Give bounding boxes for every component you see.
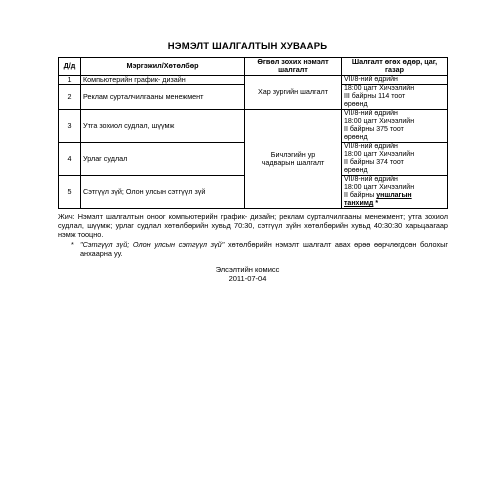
header-exam-type: Өгвөл зохих нэмэлт шалгалт bbox=[245, 58, 342, 76]
exam-type-text: Бичлэгийн ур bbox=[270, 149, 316, 159]
row-time-place bbox=[342, 176, 448, 209]
exam-type-cell bbox=[245, 110, 342, 209]
place-line bbox=[344, 200, 445, 208]
place-line: VII/8-ний өдрийн bbox=[344, 76, 398, 84]
row-major: Сэтгүүл зүй; Олон улсын сэтгүүл зүй bbox=[81, 176, 245, 209]
note-paragraph: Жич: Нэмэлт шалгалтын оноог компьютерийн график- дизайн; реклам сурталчилгааны менежмент; утга зохиол судлал, шүүмж; урлаг судлал хөтөлбөрийн хувьд 70:30, сэтгүүл зүйн хөтөлбөрийн хувьд 40:30:30 харьцаагаар нэмж тооцно. bbox=[58, 212, 448, 240]
exam-type-text: Хар зургийн шалгалт bbox=[257, 87, 329, 97]
place-line: VII/8-ний өдрийн bbox=[344, 143, 398, 151]
row-num: 4 bbox=[59, 143, 81, 176]
place-line: II байрны 375 тоот bbox=[344, 126, 404, 134]
place-line: III байрны 114 тоот bbox=[344, 93, 406, 101]
place-line: 18:00 цагт Хичээлийн bbox=[344, 151, 415, 159]
place-line: VII/8-ний өдрийн bbox=[344, 176, 398, 184]
row-num: 2 bbox=[59, 85, 81, 110]
row-time-place bbox=[342, 75, 448, 84]
header-major: Мэргэжил/Хөтөлбөр bbox=[81, 58, 245, 76]
row-time-place bbox=[342, 110, 448, 143]
row-num: 5 bbox=[59, 176, 81, 209]
bullet-marker: * bbox=[71, 240, 74, 249]
header-time-place: Шалгалт өгөх өдөр, цаг, газар bbox=[342, 58, 448, 76]
row-major: Компьютерийн график- дизайн bbox=[81, 75, 245, 84]
place-line: 18:00 цагт Хичээлийн bbox=[344, 118, 415, 126]
place-line: 18:00 цагт Хичээлийн bbox=[344, 184, 415, 192]
asterisk-mark: * bbox=[373, 200, 379, 208]
row-num: 1 bbox=[59, 75, 81, 84]
row-num: 3 bbox=[59, 110, 81, 143]
page-title: НЭМЭЛТ ШАЛГАЛТЫН ХУВААРЬ bbox=[167, 41, 328, 52]
table-row bbox=[59, 110, 448, 143]
place-line: өрөөнд bbox=[344, 134, 368, 142]
place-text: II байрны bbox=[344, 192, 377, 200]
row-time-place bbox=[342, 85, 448, 110]
place-line: VII/8-ний өдрийн bbox=[344, 110, 398, 118]
place-line: II байрны 374 тоот bbox=[344, 159, 404, 167]
row-major: Реклам сурталчилгааны менежмент bbox=[81, 85, 245, 110]
schedule-table bbox=[58, 57, 448, 209]
bullet-note bbox=[71, 240, 448, 259]
place-emphasis: уншлагын bbox=[376, 192, 412, 200]
place-emphasis: танхимд bbox=[344, 200, 374, 208]
table-row bbox=[59, 75, 448, 84]
exam-type-text: чадварын шалгалт bbox=[261, 158, 325, 168]
signature-date: 2011-07-04 bbox=[228, 274, 267, 283]
row-major: Утга зохиол судлал, шүүмж bbox=[81, 110, 245, 143]
place-line: 18:00 цагт Хичээлийн bbox=[344, 85, 415, 93]
table-header-row bbox=[59, 58, 448, 76]
signature-org: Элсэлтийн комисс bbox=[215, 265, 280, 274]
header-num: Д/д bbox=[59, 58, 81, 76]
row-major: Урлаг судлал bbox=[81, 143, 245, 176]
place-line: өрөөнд bbox=[344, 167, 368, 175]
place-line bbox=[344, 192, 445, 200]
bullet-text: хөтөлбөрийн нэмэлт шалгалт авах өрөө өөрчлөгдсөн болохыг анхаарна уу. bbox=[80, 240, 448, 259]
exam-type-cell bbox=[245, 75, 342, 109]
place-line: өрөөнд bbox=[344, 101, 368, 109]
bullet-quoted: "Сэтгүүл зүй; Олон улсын сэтгүүл зүй" bbox=[80, 240, 225, 249]
signature-block bbox=[0, 265, 495, 283]
row-time-place bbox=[342, 143, 448, 176]
